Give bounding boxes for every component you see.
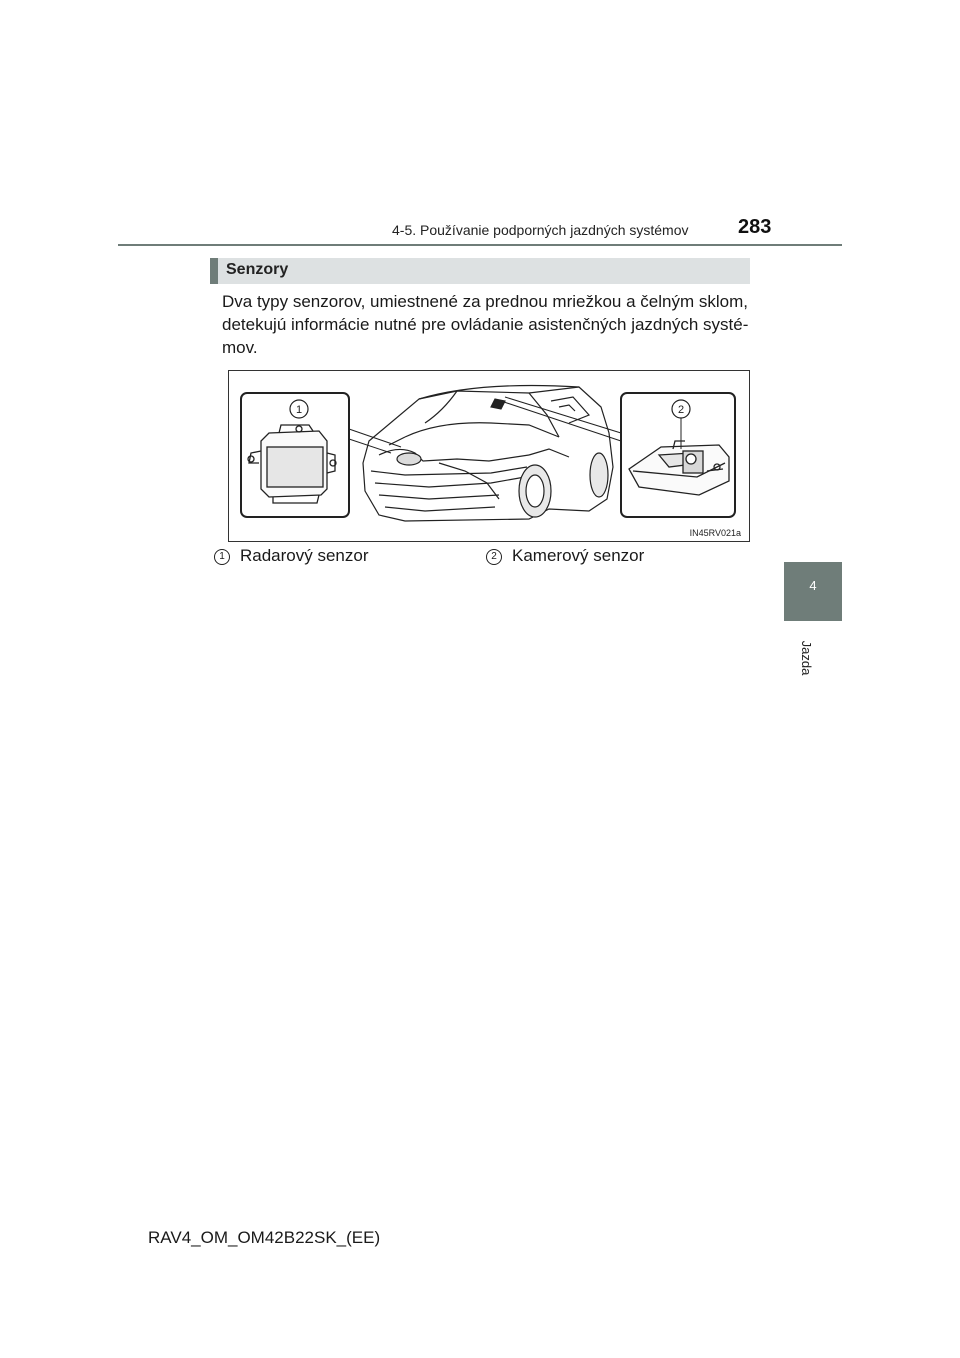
chapter-number: 4 (809, 578, 817, 593)
footer-document-code: RAV4_OM_OM42B22SK_(EE) (148, 1228, 381, 1247)
intro-line: Dva typy senzorov, umiestnené za prednou mriežkou a čelným sklom, (222, 292, 748, 311)
legend-item-camera (486, 546, 644, 566)
intro-paragraph (222, 290, 752, 359)
header-rule (118, 244, 842, 246)
legend-label: Radarový senzor (240, 546, 369, 565)
legend-label: Kamerový senzor (512, 546, 645, 565)
header-section-title: 4-5. Používanie podporných jazdných systémov (392, 222, 689, 238)
legend-number-badge: 2 (486, 549, 502, 565)
section-heading-accent (210, 258, 218, 284)
sensor-illustration (228, 370, 750, 542)
callout-2-number: 2 (677, 404, 685, 416)
callout-1-number: 1 (295, 404, 303, 416)
sensor-illustration-drawing (229, 371, 749, 541)
page-number: 283 (738, 216, 772, 238)
intro-line: mov. (222, 338, 258, 357)
legend-number-badge: 1 (214, 549, 230, 565)
car-illustration (363, 386, 613, 522)
chapter-tab (784, 562, 842, 621)
chapter-label: Jazda (799, 640, 814, 676)
figure-code: IN45RV021a (689, 528, 741, 538)
section-heading-bar (210, 258, 750, 284)
section-title: Senzory (226, 261, 289, 278)
legend-item-radar (214, 546, 369, 566)
intro-line: detekujú informácie nutné pre ovládanie asistenčných jazdných systé- (222, 315, 749, 334)
